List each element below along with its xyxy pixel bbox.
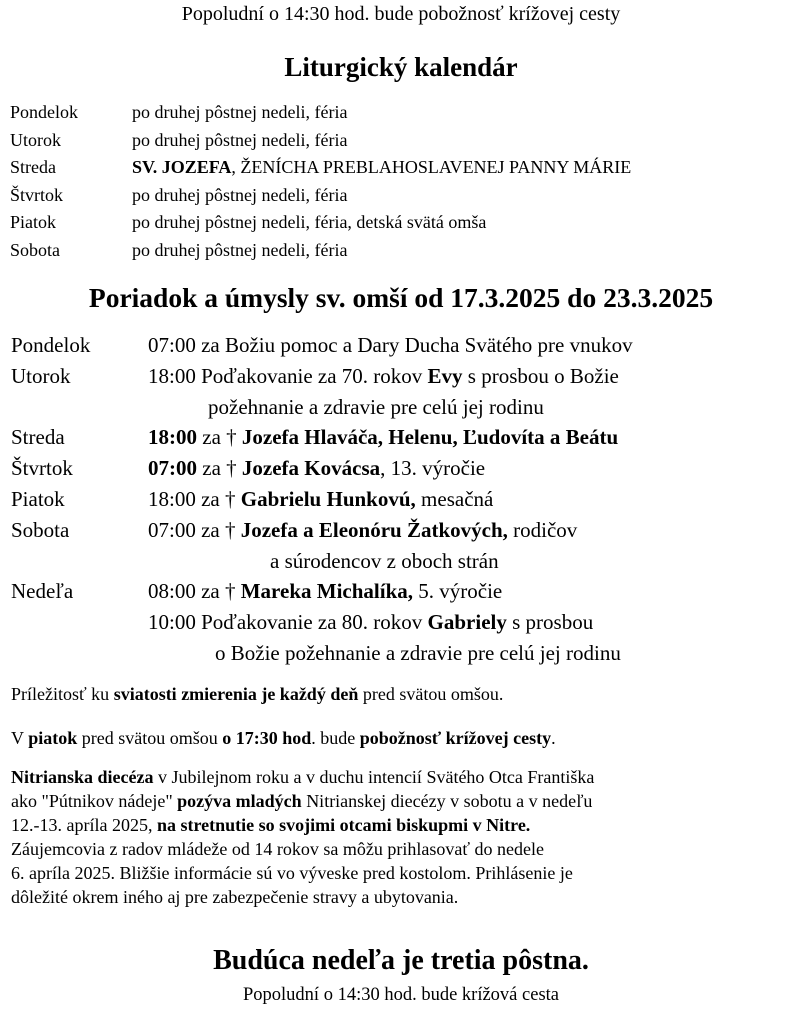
mass-text-part: 18:00 za †	[148, 486, 241, 511]
notice-bold: sviatosti zmierenia je každý deň	[113, 684, 359, 704]
diocese-line	[11, 861, 781, 885]
mass-text	[148, 422, 618, 453]
mass-text	[148, 607, 593, 638]
diocese-line	[11, 789, 781, 813]
mass-name: Jozefa Hlaváča, Helenu, Ľudovíta a Beátu	[241, 425, 619, 450]
mass-text	[148, 515, 577, 546]
mass-text-part: 5. výročie	[413, 579, 503, 604]
mass-day: Utorok	[11, 363, 71, 388]
mass-day: Piatok	[11, 486, 65, 511]
notice-bold: o 17:30 hod	[222, 728, 312, 748]
notice-bold: pobožnosť krížovej cesty	[359, 728, 552, 748]
next-sunday-notice: Popoludní o 14:30 hod. bude krížová cesta	[243, 985, 559, 1005]
notice-text: dôležité okrem iného aj pre zabezpečenie stravy a ubytovania.	[11, 887, 459, 908]
diocese-line	[11, 885, 781, 909]
lit-text: po druhej pôstnej nedeli, féria	[132, 239, 348, 260]
mass-name: Gabrielu Hunkovú,	[240, 486, 416, 511]
mass-name: Gabriely	[427, 610, 507, 635]
mass-name: Mareka Michalíka,	[240, 579, 413, 604]
mass-name: Jozefa a Eleonóru Žatkových,	[240, 517, 508, 542]
top-notice: Popoludní o 14:30 hod. bude pobožnosť krížovej cesty	[181, 3, 621, 25]
notice-bold: na stretnutie so svojimi otcami biskupmi v Nitre.	[156, 815, 531, 836]
notice-text: ako "Pútnikov nádeje"	[11, 791, 178, 812]
notice-text: V	[11, 728, 29, 748]
mass-day: Štvrtok	[11, 456, 73, 481]
mass-day: Sobota	[11, 517, 70, 542]
notice-text: .	[551, 728, 556, 748]
lit-day: Utorok	[10, 129, 61, 150]
lit-text: po druhej pôstnej nedeli, féria, detská svätá omša	[132, 212, 487, 232]
mass-text-part: 18:00 Poďakovanie za 70. rokov	[148, 363, 428, 388]
notice-text: Záujemcovia z radov mládeže od 14 rokov sa môžu prihlasovať do nedele	[11, 839, 545, 860]
mass-text-part: mesačná	[415, 486, 494, 511]
lit-day: Štvrtok	[10, 184, 64, 205]
mass-day: Streda	[11, 425, 65, 450]
notice-bold: pozýva mladých	[177, 791, 302, 812]
mass-schedule-title: Poriadok a úmysly sv. omší od 17.3.2025 do 23.3.2025	[88, 282, 714, 313]
diocese-line	[11, 837, 781, 861]
notice-text: pred svätou omšou	[77, 728, 223, 748]
notice-bold: piatok	[28, 728, 78, 748]
mass-text: 07:00 za Božiu pomoc a Dary Ducha Svätého pre vnukov	[148, 333, 633, 357]
notice-text: Nitrianskej diecézy v sobotu a v nedeľu	[301, 791, 593, 812]
notice-text: . bude	[311, 728, 360, 748]
lit-text: po druhej pôstnej nedeli, féria	[132, 129, 348, 150]
feast-rest: , ŽENÍCHA PREBLAHOSLAVENEJ PANNY MÁRIE	[231, 157, 632, 177]
diocese-notice	[11, 765, 781, 910]
lit-day: Sobota	[10, 239, 61, 260]
mass-day: Nedeľa	[11, 579, 74, 604]
mass-text-part: 10:00 Poďakovanie za 80. rokov	[148, 610, 428, 635]
mass-text-part: s prosbou	[506, 610, 594, 635]
lit-text	[132, 154, 631, 182]
lit-day: Pondelok	[10, 102, 79, 122]
mass-text-part: za †	[197, 456, 242, 481]
lit-text: po druhej pôstnej nedeli, féria	[132, 102, 348, 122]
notice-text: pred svätou omšou.	[358, 684, 504, 704]
mass-time: 18:00	[148, 425, 197, 450]
mass-day: Pondelok	[11, 333, 91, 357]
notice-text: 6. apríla 2025. Bližšie informácie sú vo výveske pred kostolom. Prihlásenie je	[11, 863, 573, 884]
mass-name: Jozefa Kovácsa	[241, 456, 381, 481]
friday-notice	[11, 728, 556, 749]
lit-day: Streda	[10, 157, 56, 177]
mass-text-part: za †	[197, 425, 242, 450]
mass-name: Evy	[427, 363, 463, 388]
notice-text: v Jubilejnom roku a v duchu intencií Svätého Otca Františka	[153, 767, 595, 787]
liturgical-calendar-title: Liturgický kalendár	[284, 52, 518, 82]
lit-text: po druhej pôstnej nedeli, féria	[132, 184, 348, 205]
mass-text-part: , 13. výročie	[380, 456, 486, 481]
confession-notice	[11, 684, 503, 705]
mass-text-part: 08:00 za †	[148, 579, 241, 604]
diocese-line	[11, 813, 781, 837]
mass-text-cont: požehnanie a zdravie pre celú jej rodinu	[208, 394, 544, 419]
diocese-line	[11, 765, 781, 789]
mass-text	[148, 453, 485, 484]
mass-text	[148, 361, 619, 392]
mass-text-part: s prosbou o Božie	[462, 363, 619, 388]
mass-time: 07:00	[148, 456, 197, 481]
notice-bold: Nitrianska diecéza	[11, 767, 154, 787]
next-sunday-title: Budúca nedeľa je tretia pôstna.	[213, 945, 589, 976]
lit-day: Piatok	[10, 212, 57, 232]
mass-text-part: 07:00 za †	[148, 517, 241, 542]
mass-text	[148, 576, 502, 607]
mass-text-cont: o Božie požehnanie a zdravie pre celú jej rodinu	[215, 640, 621, 665]
notice-text: Príležitosť ku	[11, 684, 114, 704]
mass-text	[148, 484, 493, 515]
mass-text-cont: a súrodencov z oboch strán	[270, 548, 499, 573]
mass-text-part: rodičov	[507, 517, 578, 542]
notice-text: 12.-13. apríla 2025,	[11, 815, 157, 836]
feast-name: SV. JOZEFA	[132, 157, 232, 177]
